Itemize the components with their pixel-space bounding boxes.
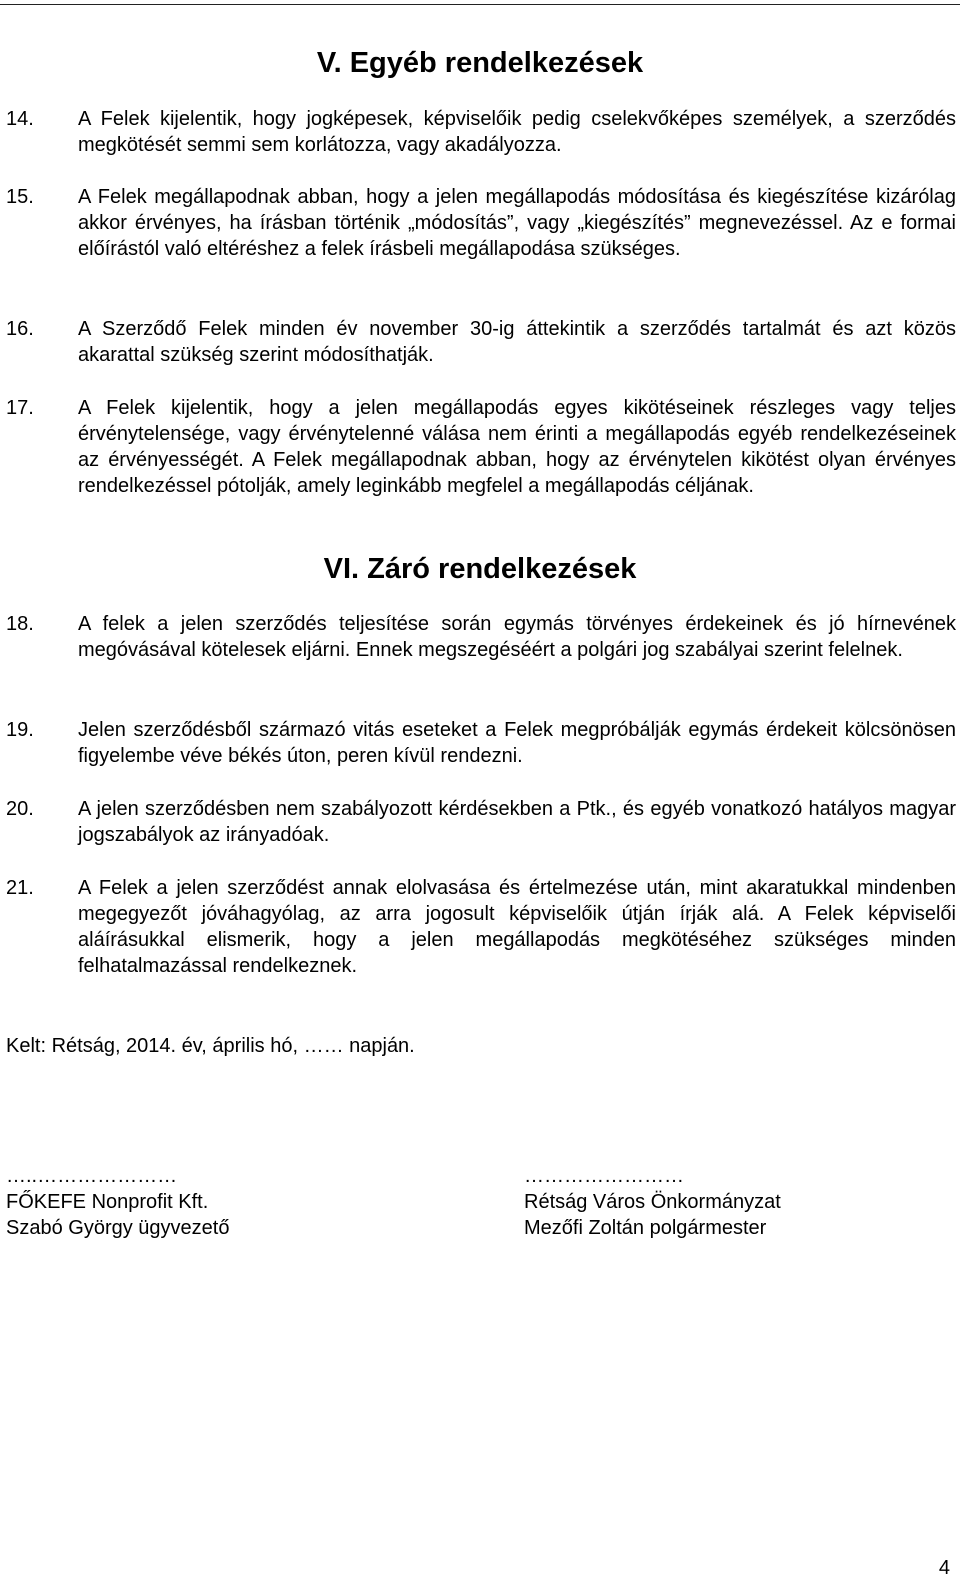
- clause-text: Jelen szerződésből származó vitás eseteket a Felek megpróbálják egymás érdekeit kölcsönösen figyelembe véve békés úton, peren kívül rendezni.: [78, 719, 956, 767]
- signatory-person: Szabó György ügyvezető: [6, 1217, 230, 1239]
- top-rule: [0, 4, 960, 5]
- clause-number: 17.: [6, 397, 34, 419]
- signatory-person: Mezőfi Zoltán polgármester: [524, 1217, 767, 1239]
- clause-text: A Felek kijelentik, hogy a jelen megállapodás egyes kikötéseinek részleges vagy teljes érvénytelensége, vagy érvénytelenné válása nem érinti a megállapodás egyéb rendelkezéseinek az érvényességét. A Felek megállapodnak abban, hogy az érvénytelen kikötést olyan érvényes rendelkezéssel pótolják, amely leginkább megfelel a megállapodás céljának.: [78, 397, 956, 497]
- signatory-organization: Rétság Város Önkormányzat: [524, 1191, 781, 1213]
- clause-number: 14.: [6, 108, 34, 130]
- clause-number: 21.: [6, 877, 34, 899]
- clause-text: A jelen szerződésben nem szabályozott kérdésekben a Ptk., és egyéb vonatkozó hatályos magyar jogszabályok az irányadóak.: [78, 798, 956, 846]
- clause-number: 19.: [6, 719, 34, 741]
- clause-number: 16.: [6, 318, 34, 340]
- section-heading-vi: VI. Záró rendelkezések: [323, 553, 637, 585]
- signature-block-right: [524, 1163, 781, 1241]
- signature-block-left: [6, 1163, 229, 1241]
- signatory-organization: FŐKEFE Nonprofit Kft.: [6, 1191, 209, 1213]
- clause-text: A Felek megállapodnak abban, hogy a jelen megállapodás módosítása és kiegészítése kizárólag akkor érvényes, ha írásban történik „módosítás”, vagy „kiegészítés” megnevezéssel. Az e formai előírástól való eltéréshez a felek írásbeli megállapodása szükséges.: [78, 186, 956, 260]
- clause-text: A felek a jelen szerződés teljesítése során egymás törvényes érdekeinek és jó hírnevének megóvásával kötelesek eljárni. Ennek megszegéséért a polgári jog szabályai szerint felelnek.: [78, 613, 956, 661]
- date-place-line: Kelt: Rétság, 2014. év, április hó, …… napján.: [6, 1035, 415, 1057]
- clause-number: 15.: [6, 186, 34, 208]
- section-heading-v: V. Egyéb rendelkezések: [316, 47, 644, 79]
- clause-number: 18.: [6, 613, 34, 635]
- signature-dots: …..…………………: [6, 1165, 178, 1187]
- clause-text: A Felek kijelentik, hogy jogképesek, képviselőik pedig cselekvőképes személyek, a szerződés megkötését semmi sem korlátozza, vagy akadályozza.: [78, 108, 956, 156]
- page-number: 4: [938, 1557, 950, 1579]
- clause-number: 20.: [6, 798, 34, 820]
- clause-text: A Szerződő Felek minden év november 30-ig áttekintik a szerződés tartalmát és azt közös akarattal szükség szerint módosíthatják.: [78, 318, 956, 366]
- signature-dots: ……………………: [524, 1165, 684, 1187]
- clause-text: A Felek a jelen szerződést annak elolvasása és értelmezése után, mint akaratukkal mindenben megegyezőt jóváhagyólag, az arra jogosult képviselőik útján írják alá. A Felek képviselői aláírásukkal elismerik, hogy a jelen megállapodás megkötéséhez szükséges minden felhatalmazással rendelkeznek.: [78, 877, 956, 977]
